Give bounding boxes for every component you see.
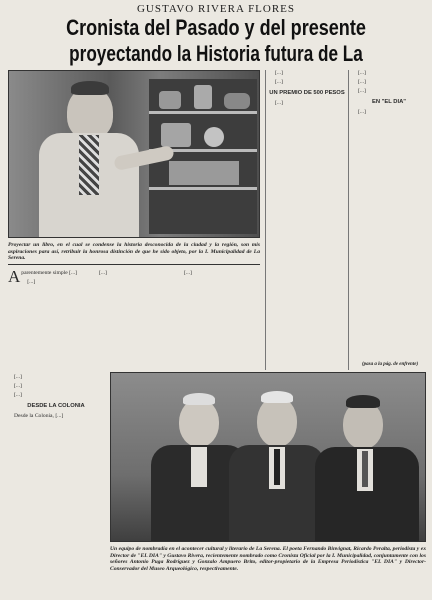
continued-note: (pasa a la pág. de enfrente) (362, 362, 419, 367)
caption-rule (8, 264, 260, 265)
body-column-3: [...] [...] UN PREMIO DE 500 PESOS [...] (269, 70, 345, 106)
body-column-2-top: [...] (99, 270, 107, 276)
body-column-2b-top: [...] (184, 270, 192, 276)
subheading-colonia: DESDE LA COLONIA (27, 402, 85, 409)
column-divider (265, 70, 266, 370)
column-divider (348, 70, 349, 370)
bottom-photo-caption: Un equipo de nombradía en el acontecer cultural y literario de La Serena. El poeta Fernando Binvignat, Ricardo Peralta, periodista y ex Director de "EL DIA" y Gustavo Rivera, recientemente nombrado como Cronista Oficial por la I. Municipalidad, conjuntamente con los señores Antonio Puga Rodríguez y Gonzalo Ampuero Brito, editor-propietario de la Empresa Periodística "EL DIA" y Director-Conservador del Museo Arqueológico, respectivamente. (110, 546, 426, 572)
body-column-1-bottom: [...] [...] [...] DESDE LA COLONIA Desde la Colonia, [...] (8, 374, 104, 596)
top-photo (8, 70, 260, 238)
headline-line-1: Cronista del Pasado y del presente (66, 15, 366, 40)
headline-line-2: proyectando la Historia futura de La (69, 41, 363, 66)
body-column-1-top: Aparentemente simple [...] [...] (8, 270, 78, 286)
body-column-4: [...] [...] [...] EN "EL DIA" [...] (352, 70, 426, 370)
subheading-en-el-dia: EN "EL DIA" (371, 98, 407, 105)
subheading-premio: UN PREMIO DE 500 PESOS (269, 89, 345, 96)
top-photo-caption: Proyectar un libro, en el cual se condense la historia desconocida de la ciudad y la región, son mis aspiraciones para así, retribuir la honrosa distinción de que he sido objeto, por la I. Municipalidad de La Serena. (8, 242, 260, 262)
article-kicker: GUSTAVO RIVERA FLORES (136, 3, 296, 15)
bottom-photo (110, 372, 426, 542)
